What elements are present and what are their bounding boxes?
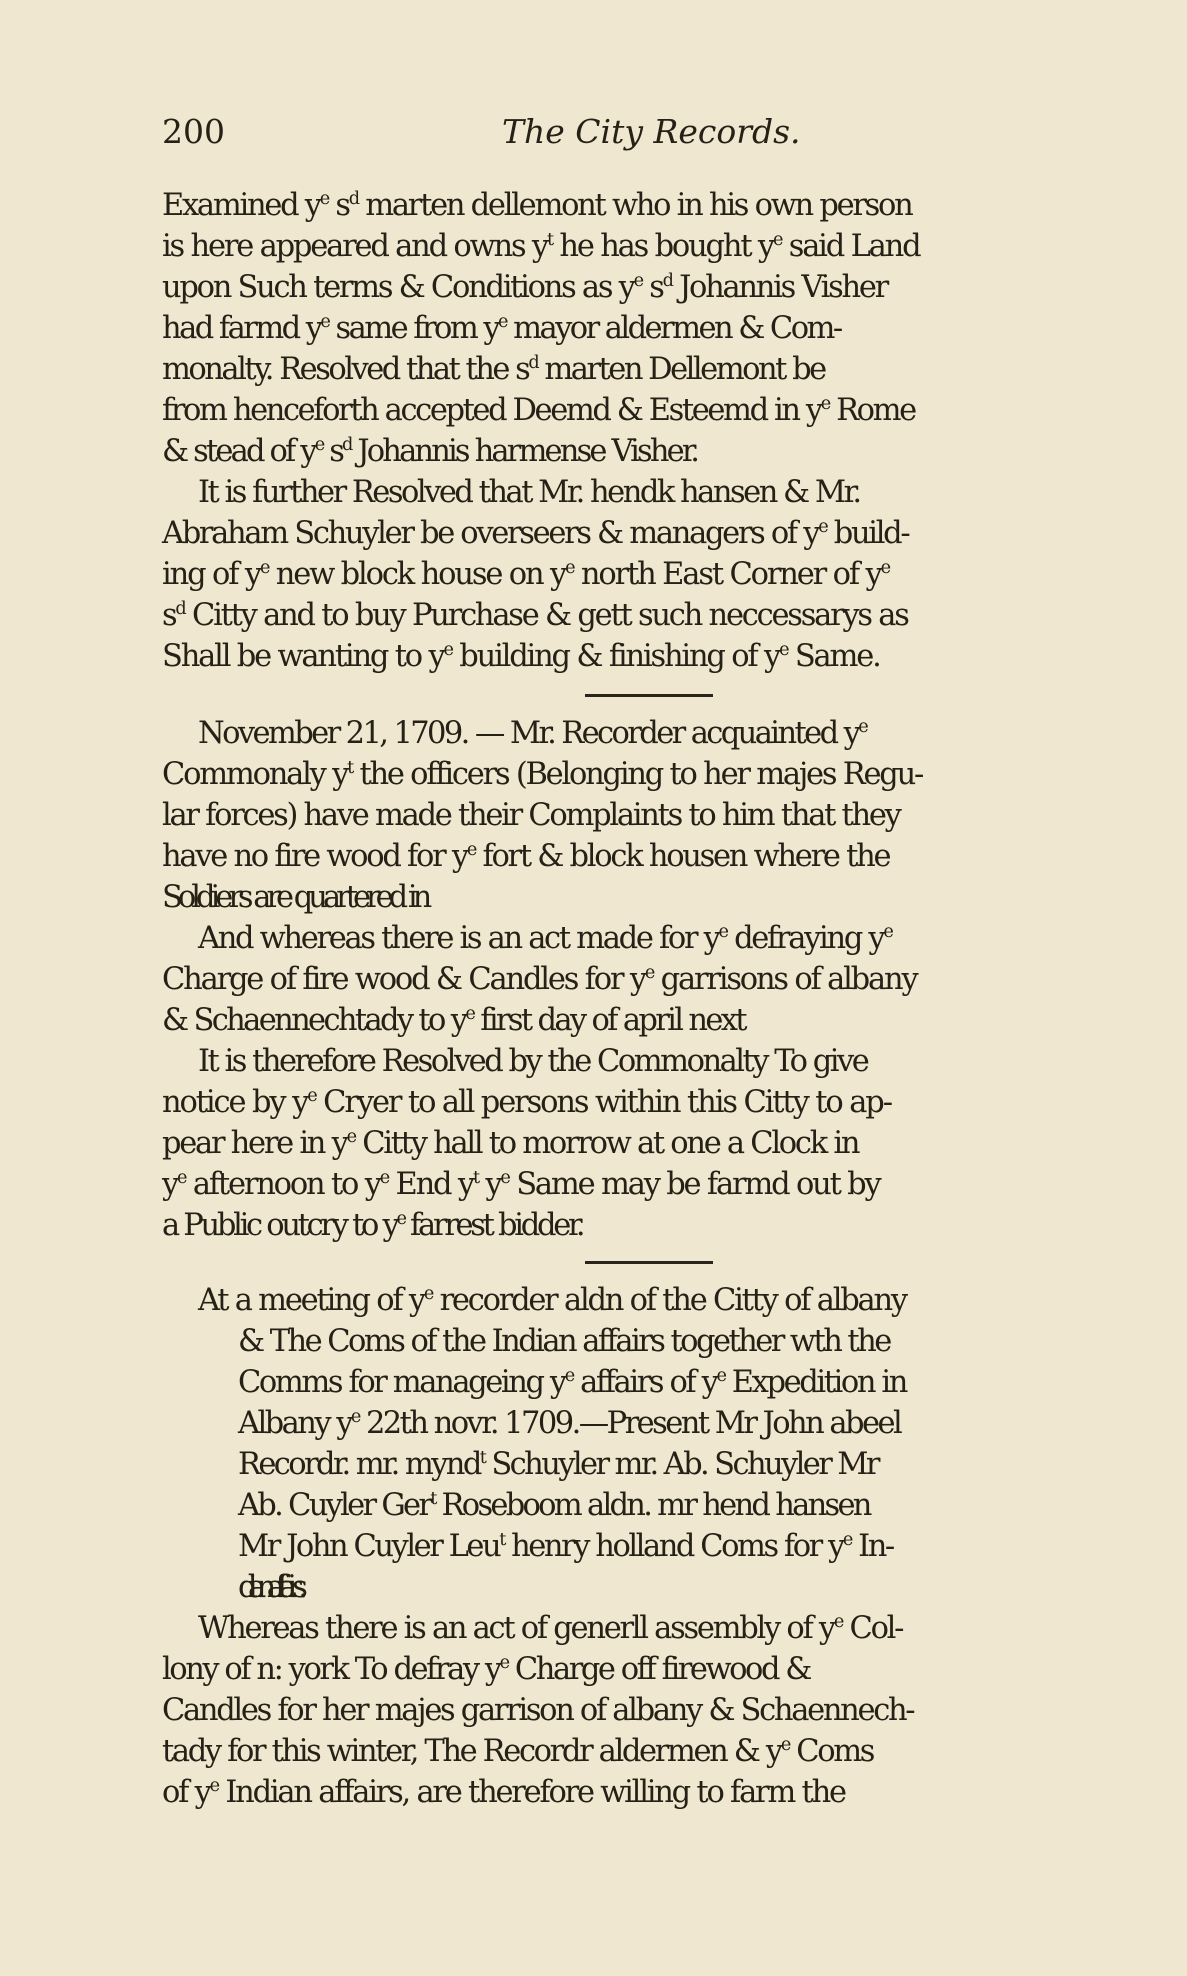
text-line: dian affairs. xyxy=(238,1570,299,1605)
section-divider-2 xyxy=(585,1261,713,1264)
text-line: upon Such terms & Conditions as $y^e$ $s^d$ Johannis Visher xyxy=(162,270,887,305)
text-line: notice by $y^e$ Cryer to all persons within this Citty to ap- xyxy=(162,1085,891,1120)
text-block-2 xyxy=(162,713,1157,1246)
text-line: a Public outcry to $y^e$ farrest bidder. xyxy=(162,1208,583,1243)
running-header xyxy=(162,112,1032,158)
text-line: Soldiers are quartered in xyxy=(162,880,428,915)
text-line: of $y^e$ Indian affairs, are therefore willing to farm the xyxy=(162,1775,845,1810)
text-line: lony of n: york To defray $y^e$ Charge off firewood & xyxy=(162,1652,810,1687)
text-line: pear here in $y^e$ Citty hall to morrow at one a Clock in xyxy=(162,1126,859,1161)
text-line: Whereas there is an act of generll assembly of $y^e$ Col- xyxy=(198,1611,903,1646)
text-line: It is therefore Resolved by the Commonalty To give xyxy=(198,1044,868,1079)
text-line: $s^d$ Citty and to buy Purchase & gett such neccessarys as xyxy=(162,598,908,633)
text-line: monalty. Resolved that the $s^d$ marten Dellemont be xyxy=(162,352,825,387)
text-line: It is further Resolved that Mr. hendk hansen & Mr. xyxy=(198,475,860,510)
text-line: is here appeared and owns $y^t$ he has bought $y^e$ said Land xyxy=(162,229,920,264)
text-line: Ab. Cuyler Ger$^t$ Roseboom aldn. mr hend hansen xyxy=(238,1488,870,1523)
text-line: November 21, 1709. — Mr. Recorder acquainted $y^e$ xyxy=(198,716,867,751)
text-line: Examined $y^e$ $s^d$ marten dellemont who in his own person xyxy=(162,188,912,223)
text-line: Candles for her majes garrison of albany & Schaennech- xyxy=(162,1693,914,1728)
text-line: Comms for manageing $y^e$ affairs of $y^e$ Expedition in xyxy=(238,1365,906,1400)
text-line: Shall be wanting to $y^e$ building & finishing of $y^e$ Same. xyxy=(162,639,880,674)
text-line: & Schaennechtady to $y^e$ first day of april next xyxy=(162,1003,745,1038)
text-line: Abraham Schuyler be overseers & managers of $y^e$ build- xyxy=(162,516,909,551)
text-line: $y^e$ afternoon to $y^e$ End $y^t$ $y^e$ Same may be farmd out by xyxy=(162,1167,880,1202)
text-line: have no fire wood for $y^e$ fort & block housen where the xyxy=(162,839,890,874)
running-title: The City Records. xyxy=(502,112,801,151)
text-line: & The Coms of the Indian affairs together wth the xyxy=(238,1324,890,1359)
text-line: Commonaly $y^t$ the officers (Belonging to her majes Regu- xyxy=(162,757,923,792)
text-line: And whereas there is an act made for $y^e$ defraying $y^e$ xyxy=(198,921,892,956)
text-line: lar forces) have made their Complaints to him that they xyxy=(162,798,900,833)
text-line: At a meeting of $y^e$ recorder aldn of the Citty of albany xyxy=(198,1283,906,1318)
text-line: tady for this winter, The Recordr aldermen & $y^e$ Coms xyxy=(162,1734,874,1769)
text-line: had farmd $y^e$ same from $y^e$ mayor aldermen & Com- xyxy=(162,311,841,346)
text-line: Charge of fire wood & Candles for $y^e$ garrisons of albany xyxy=(162,962,917,997)
page-number: 200 xyxy=(162,112,225,151)
text-line: & stead of $y^e$ $s^d$ Johannis harmense Visher. xyxy=(162,434,698,469)
text-line: Recordr. mr. mynd$^t$ Schuyler mr. Ab. Schuyler Mr xyxy=(238,1447,878,1482)
text-line: from henceforth accepted Deemd & Esteemd in $y^e$ Rome xyxy=(162,393,915,428)
text-block-3 xyxy=(162,1280,1157,1813)
text-line: ing of $y^e$ new block house on $y^e$ north East Corner of $y^e$ xyxy=(162,557,889,592)
section-divider-1 xyxy=(585,694,713,697)
text-line: Albany $y^e$ 22th novr. 1709.—Present Mr John abeel xyxy=(238,1406,901,1441)
text-line: Mr John Cuyler Leu$^t$ henry holland Coms for $y^e$ In- xyxy=(238,1529,893,1564)
text-block-1 xyxy=(162,185,1157,677)
